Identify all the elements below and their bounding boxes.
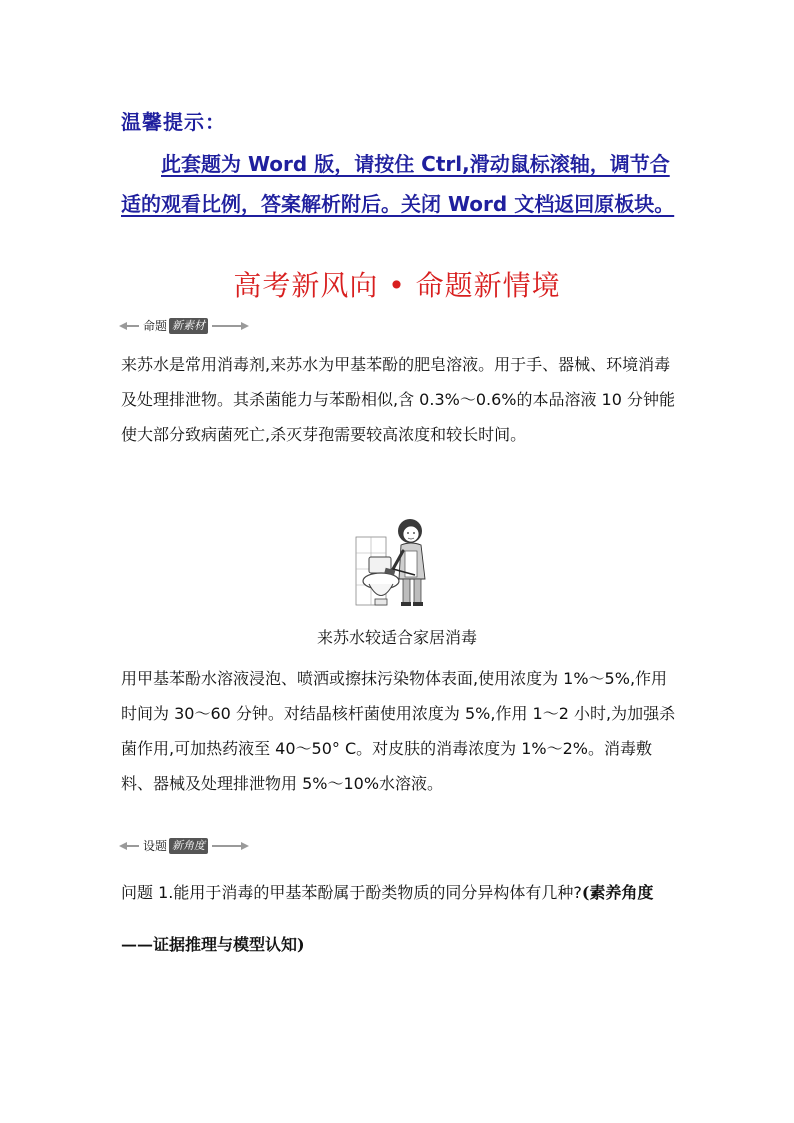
question-paragraph xyxy=(121,875,677,910)
section-label: 命题 xyxy=(143,319,168,333)
section-tag-new-material xyxy=(121,316,247,336)
tip-body: 此套题为 Word 版，请按住 Ctrl,滑动鼠标滚轴，调节合适的观看比例，答案解析附后。关闭 Word 文档返回原板块。 xyxy=(121,152,675,216)
section-label: 设题 xyxy=(143,839,168,853)
question-tag-open: (素养角度 xyxy=(581,883,654,902)
usage-paragraph: 用甲基苯酚水溶液浸泡、喷洒或擦抹污染物体表面,使用浓度为 1%～5%,作用时间为 30～60 分钟。对结晶核杆菌使用浓度为 5%,作用 1～2 小时,为加强杀菌作用,可加热药液至 40～50° C。对皮肤的消毒浓度为 1%～2%。消毒敷料、器械及处理排泄物用 5%～10%水溶液。 xyxy=(121,669,676,793)
section-pill xyxy=(139,317,212,334)
section-pill xyxy=(139,837,212,854)
intro-paragraph: 来苏水是常用消毒剂,来苏水为甲基苯酚的肥皂溶液。用于手、器械、环境消毒及处理排泄物。其杀菌能力与苯酚相似,含 0.3%～0.6%的本品溶液 10 分钟能使大部分致病菌死亡,杀灭芽孢需要较高浓度和较长时间。 xyxy=(121,355,676,444)
section-badge: 新角度 xyxy=(169,838,208,854)
question-tag-close: ——证据推理与模型认知) xyxy=(121,935,305,954)
figure-caption: 来苏水较适合家居消毒 xyxy=(316,628,477,647)
page-title: 高考新风向 • 命题新情境 xyxy=(233,269,561,302)
section-badge: 新素材 xyxy=(169,318,208,334)
person-disinfecting-toilet-illustration-icon xyxy=(355,517,440,609)
section-tag-new-angle xyxy=(121,836,247,856)
question-text: 问题 1.能用于消毒的甲基苯酚属于酚类物质的同分异构体有几种? xyxy=(121,883,582,902)
tip-title: 温馨提示： xyxy=(121,110,226,134)
